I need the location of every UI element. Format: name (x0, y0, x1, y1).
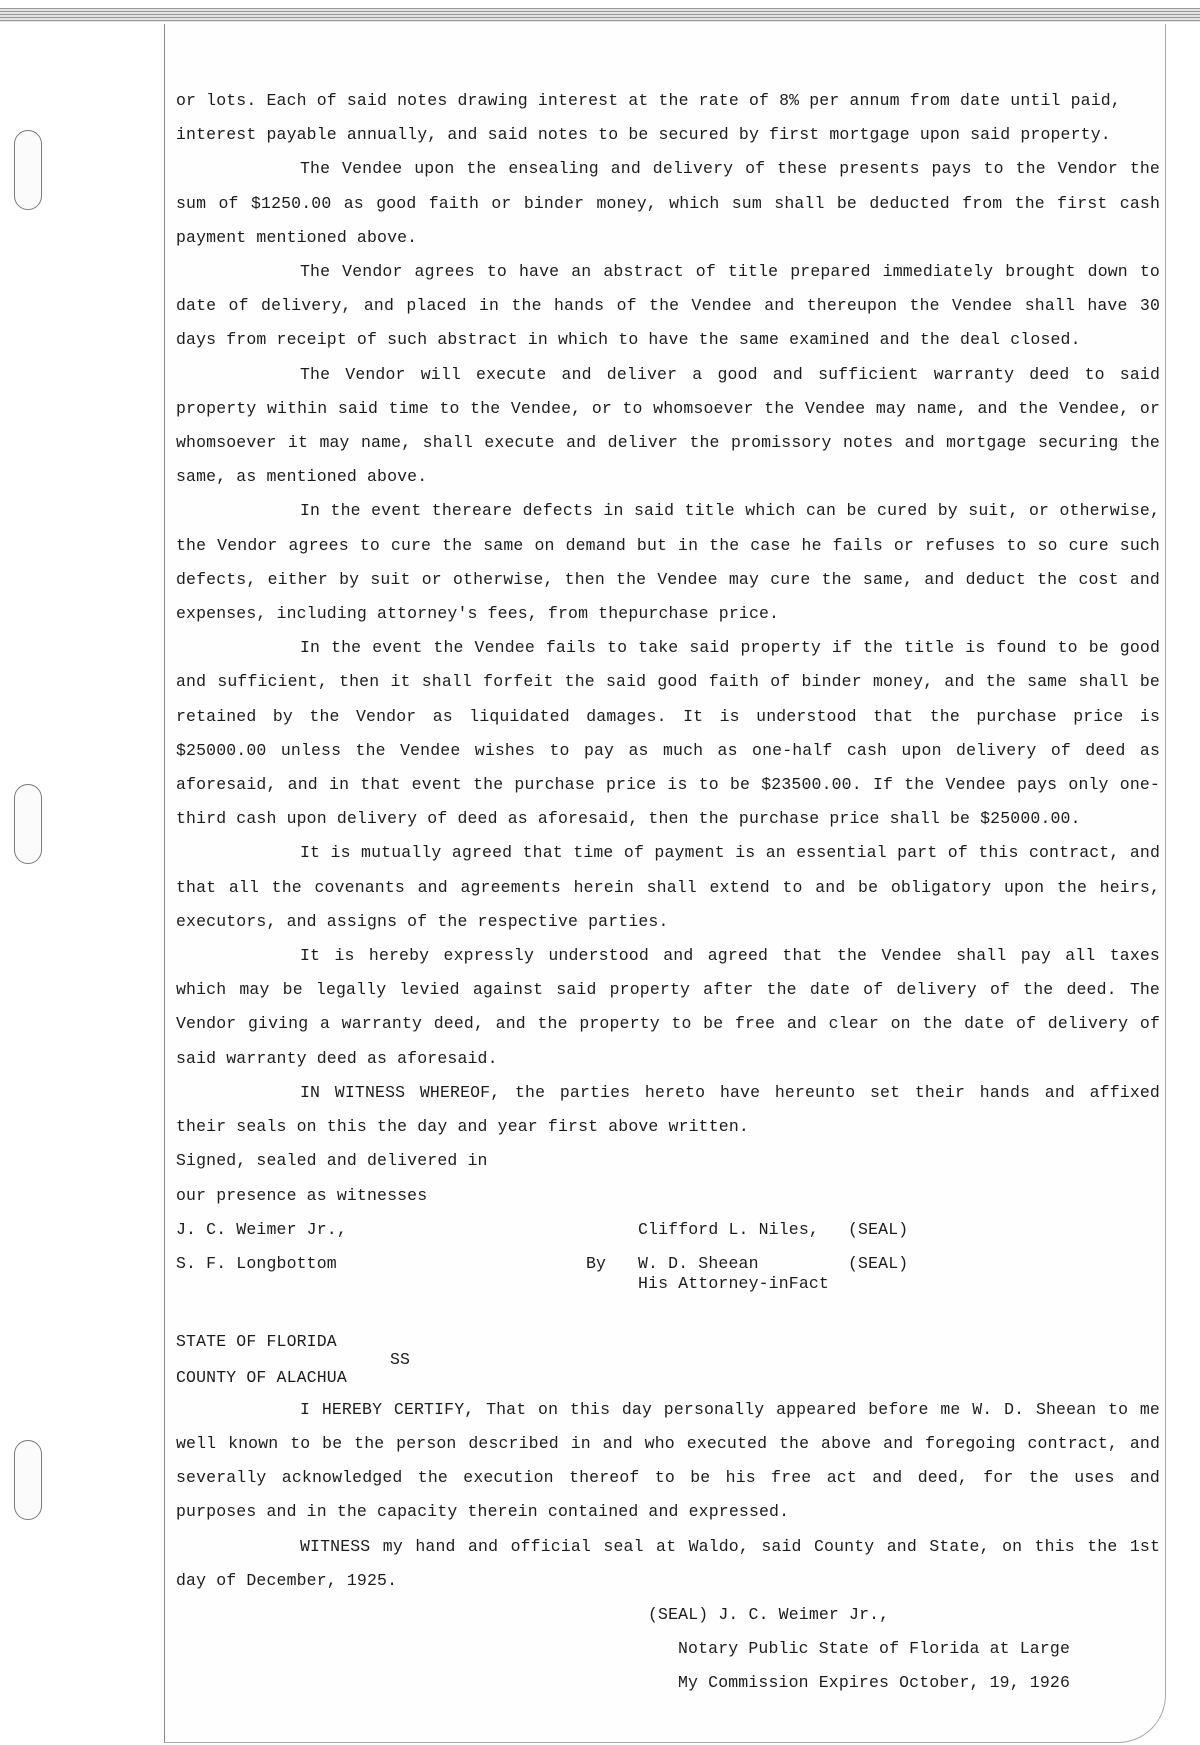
paragraph-warranty-deed: The Vendor will execute and deliver a good and sufficient warranty deed to said property within said time to the Vendee, or to whomsoever the Vendee may name, and the Vendee, or whomsoever it may name, shall execute and deliver the promissory notes and mortgage securing the same, as mentioned above. (176, 364, 1160, 487)
paragraph-certify: I HEREBY CERTIFY, That on this day personally appeared before me W. D. Sheean to me well known to be the person described in and who executed the above and foregoing contract, and severally acknowledged the execution thereof to be his free act and deed, for the uses and purposes and in the capacity therein contained and expressed. (176, 1399, 1160, 1522)
seal-1: (SEAL) (848, 1219, 909, 1239)
commission-expiry: My Commission Expires October, 19, 1926 (678, 1673, 1071, 1693)
paragraph-forfeit: In the event the Vendee fails to take said property if the title is found to be good and sufficient, then it shall forfeit the said good faith of binder money, and the same shall be retained by the Vendor as liquidated damages. It is understood that the purchase price is $25000.00 unless the Vendee wishes to pay as much as one-half cash upon delivery of deed as aforesaid, and in that event the purchase price is to be $23500.00. If the Vendee pays only one-third cash upon delivery of deed as aforesaid, then the purchase price shall be $25000.00. (176, 638, 1160, 829)
signature-row-1 (176, 1213, 1160, 1247)
signed-line-2: our presence as witnesses (176, 1185, 428, 1205)
by-label: By (586, 1253, 607, 1273)
paragraph-abstract: The Vendor agrees to have an abstract of title prepared immediately brought down to date of delivery, and placed in the hands of the Vendee and thereupon the Vendee shall have 30 days from receipt of such abstract in which to have the same examined and the deal closed. (176, 262, 1160, 350)
witness-1: J. C. Weimer Jr., (176, 1219, 347, 1239)
signer-2: W. D. Sheean (638, 1253, 759, 1273)
paragraph-time-of-payment: It is mutually agreed that time of payment is an essential part of this contract, and that all the covenants and agreements herein shall extend to and be obligatory upon the heirs, executors, and assigns of the respective parties. (176, 843, 1160, 931)
ss-label: SS (390, 1349, 411, 1369)
seal-2: (SEAL) (848, 1253, 909, 1273)
paragraph-in-witness: IN WITNESS WHEREOF, the parties hereto have hereunto set their hands and affixed their seals on this the day and year first above written. (176, 1082, 1160, 1137)
paragraph-binder-money: The Vendee upon the ensealing and delivery of these presents pays to the Vendor the sum of $1250.00 as good faith or binder money, which sum shall be deducted from the first cash payment mentioned above. (176, 159, 1160, 247)
signed-line-1: Signed, sealed and delivered in (176, 1151, 488, 1171)
contract-text (176, 84, 1160, 1701)
venue-block (176, 1325, 1160, 1393)
notary-block (648, 1598, 1160, 1701)
signer-1: Clifford L. Niles, (638, 1219, 819, 1239)
binder-hole-top (14, 130, 42, 210)
page-top-edge (0, 8, 1200, 22)
notary-signature: (SEAL) J. C. Weimer Jr., (648, 1604, 890, 1624)
paragraph-defects: In the event thereare defects in said title which can be cured by suit, or otherwise, the Vendor agrees to cure the same on demand but in the case he fails or refuses to so cure such defects, either by suit or otherwise, then the Vendee may cure the same, and deduct the cost and expenses, including attorney's fees, from thepurchase price. (176, 501, 1160, 624)
paragraph-witness-hand: WITNESS my hand and official seal at Waldo, said County and State, on this the 1st day of December, 1925. (176, 1536, 1160, 1590)
binder-hole-bottom (14, 1440, 42, 1520)
paragraph-taxes: It is hereby expressly understood and agreed that the Vendee shall pay all taxes which may be legally levied against said property after the date of delivery of the deed. The Vendor giving a warranty deed, and the property to be free and clear on the date of delivery of said warranty deed as aforesaid. (176, 946, 1160, 1068)
notary-title: Notary Public State of Florida at Large (678, 1639, 1071, 1659)
attorney-in-fact: His Attorney-inFact (638, 1273, 829, 1293)
state-label: STATE OF FLORIDA (176, 1331, 337, 1351)
witness-2: S. F. Longbottom (176, 1253, 337, 1273)
county-label: COUNTY OF ALACHUA (176, 1367, 347, 1387)
binder-hole-middle (14, 784, 42, 864)
signature-row-2 (176, 1247, 1160, 1303)
paragraph-notes: or lots. Each of said notes drawing interest at the rate of 8% per annum from date until paid, interest payable annually, and said notes to be secured by first mortgage upon said property. (176, 91, 1121, 145)
